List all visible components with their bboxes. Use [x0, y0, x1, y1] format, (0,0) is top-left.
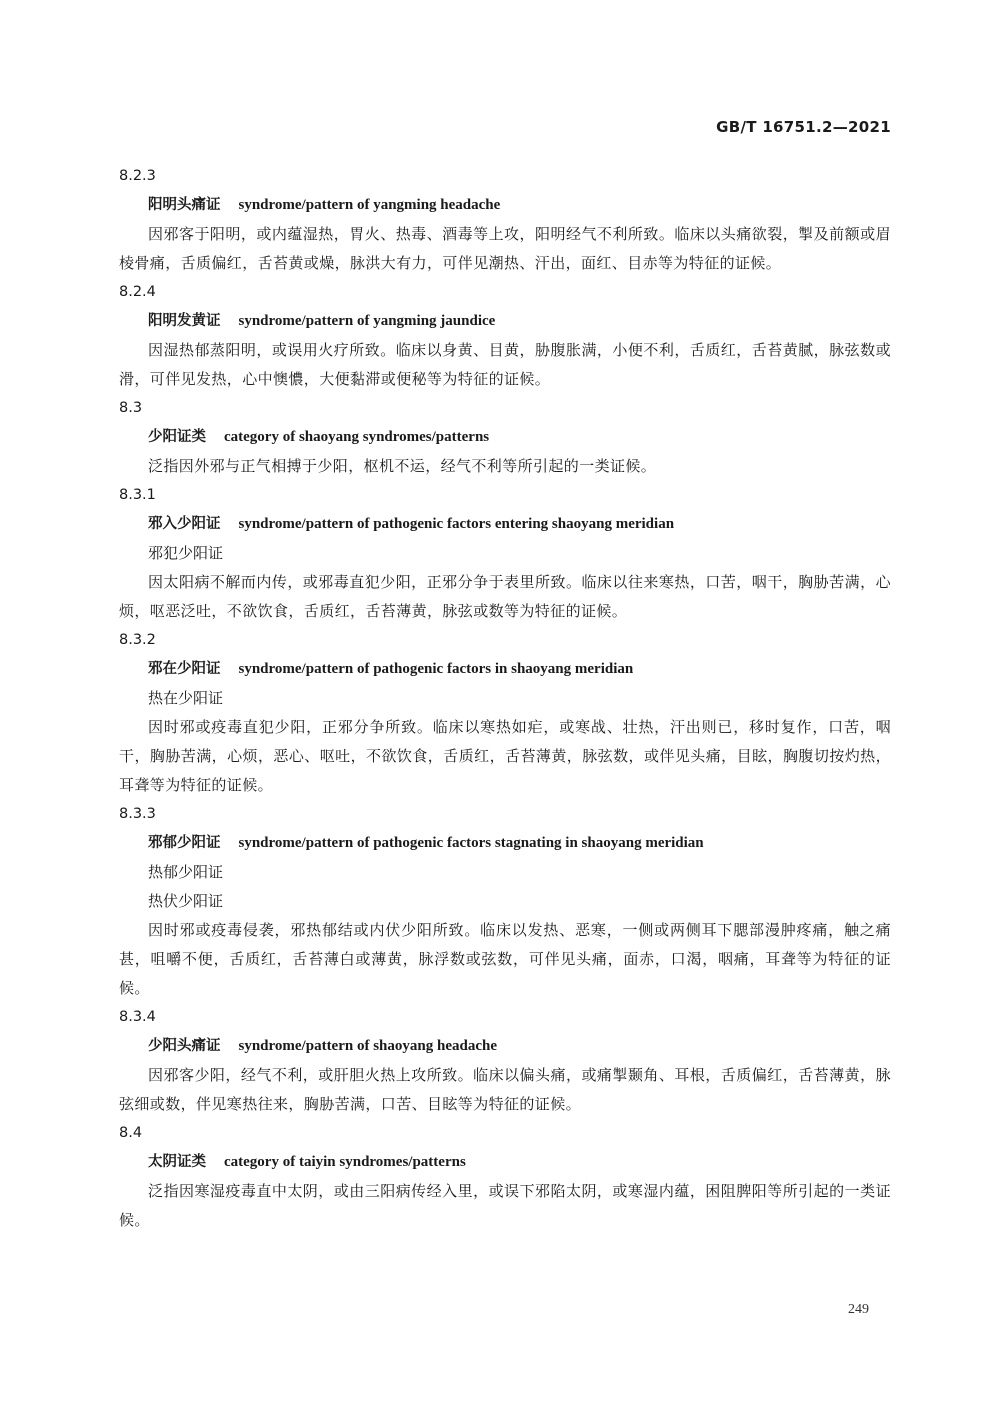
term-synonym: 热郁少阳证	[148, 863, 224, 881]
entry-number: 8.3	[119, 400, 143, 416]
entry-term	[119, 510, 891, 539]
term-chinese: 少阳证类	[148, 429, 206, 445]
term-definition: 因邪客于阳明，或内蕴湿热，胃火、热毒、酒毒等上攻，阳明经气不利所致。临床以头痛欲裂，掣及前额或眉棱骨痛，舌质偏红，舌苔黄或燥，脉洪大有力，可伴见潮热、汗出，面红、目赤等为特征的证候。	[119, 225, 891, 272]
term-synonym: 邪犯少阳证	[148, 544, 224, 562]
term-chinese: 邪入少阳证	[148, 516, 221, 532]
entry-term	[119, 1148, 891, 1177]
term-synonym: 热在少阳证	[148, 689, 224, 707]
term-english: syndrome/pattern of pathogenic factors in shaoyang meridian	[238, 661, 634, 677]
term-english: category of taiyin syndromes/patterns	[224, 1154, 466, 1170]
term-english: syndrome/pattern of yangming jaundice	[238, 313, 496, 329]
entry-term	[119, 829, 891, 858]
term-definition: 泛指因外邪与正气相搏于少阳，枢机不运，经气不利等所引起的一类证候。	[148, 457, 657, 475]
term-entry	[119, 481, 891, 626]
term-chinese: 邪在少阳证	[148, 661, 221, 677]
term-definition: 因时邪或疫毒直犯少阳，正邪分争所致。临床以寒热如疟，或寒战、壮热，汗出则已，移时复作，口苦，咽干，胸胁苦满，心烦，恶心、呕吐，不欲饮食，舌质红，舌苔薄黄，脉弦数，或伴见头痛，目眩，胸腹切按灼热，耳聋等为特征的证候。	[119, 718, 891, 794]
entry-number: 8.3.2	[119, 632, 156, 648]
term-entry	[119, 278, 891, 394]
term-definition: 因邪客少阳，经气不利，或肝胆火热上攻所致。临床以偏头痛，或痛掣颞角、耳根，舌质偏红，舌苔薄黄，脉弦细或数，伴见寒热往来，胸胁苦满，口苦、目眩等为特征的证候。	[119, 1066, 891, 1113]
entry-term	[119, 423, 891, 452]
term-entry	[119, 394, 891, 481]
page-number: 249	[848, 1302, 869, 1317]
entry-number: 8.3.1	[119, 487, 156, 503]
entry-term	[119, 655, 891, 684]
term-entry	[119, 800, 891, 1003]
standard-code: GB/T 16751.2—2021	[716, 118, 891, 136]
document-body	[119, 162, 891, 1235]
entry-term	[119, 191, 891, 220]
entry-number: 8.2.3	[119, 168, 156, 184]
term-english: syndrome/pattern of pathogenic factors entering shaoyang meridian	[238, 516, 675, 532]
term-definition: 泛指因寒湿疫毒直中太阴，或由三阳病传经入里，或误下邪陷太阴，或寒湿内蕴，困阻脾阳等所引起的一类证候。	[119, 1182, 891, 1229]
term-entry	[119, 626, 891, 800]
entry-term	[119, 307, 891, 336]
term-english: syndrome/pattern of pathogenic factors stagnating in shaoyang meridian	[238, 835, 704, 851]
term-english: syndrome/pattern of yangming headache	[238, 197, 501, 213]
term-chinese: 少阳头痛证	[148, 1038, 221, 1054]
entry-number: 8.4	[119, 1125, 143, 1141]
term-english: syndrome/pattern of shaoyang headache	[238, 1038, 497, 1054]
term-chinese: 阳明发黄证	[148, 313, 221, 329]
entry-number: 8.3.4	[119, 1009, 156, 1025]
term-chinese: 邪郁少阳证	[148, 835, 221, 851]
entry-number: 8.3.3	[119, 806, 156, 822]
term-chinese: 阳明头痛证	[148, 197, 221, 213]
term-synonym: 热伏少阳证	[148, 892, 224, 910]
term-entry	[119, 1003, 891, 1119]
term-english: category of shaoyang syndromes/patterns	[224, 429, 490, 445]
entry-term	[119, 1032, 891, 1061]
term-chinese: 太阴证类	[148, 1154, 206, 1170]
term-definition: 因湿热郁蒸阳明，或误用火疗所致。临床以身黄、目黄，胁腹胀满，小便不利，舌质红，舌苔黄腻，脉弦数或滑，可伴见发热，心中懊憹，大便黏滞或便秘等为特征的证候。	[119, 341, 891, 388]
entry-number: 8.2.4	[119, 284, 156, 300]
term-definition: 因时邪或疫毒侵袭，邪热郁结或内伏少阳所致。临床以发热、恶寒，一侧或两侧耳下腮部漫肿疼痛，触之痛甚，咀嚼不便，舌质红，舌苔薄白或薄黄，脉浮数或弦数，可伴见头痛，面赤，口渴，咽痛，耳聋等为特征的证候。	[119, 921, 891, 997]
term-definition: 因太阳病不解而内传，或邪毒直犯少阳，正邪分争于表里所致。临床以往来寒热，口苦，咽干，胸胁苦满，心烦，呕恶泛吐，不欲饮食，舌质红，舌苔薄黄，脉弦或数等为特征的证候。	[119, 573, 891, 620]
term-entry	[119, 162, 891, 278]
term-entry	[119, 1119, 891, 1235]
